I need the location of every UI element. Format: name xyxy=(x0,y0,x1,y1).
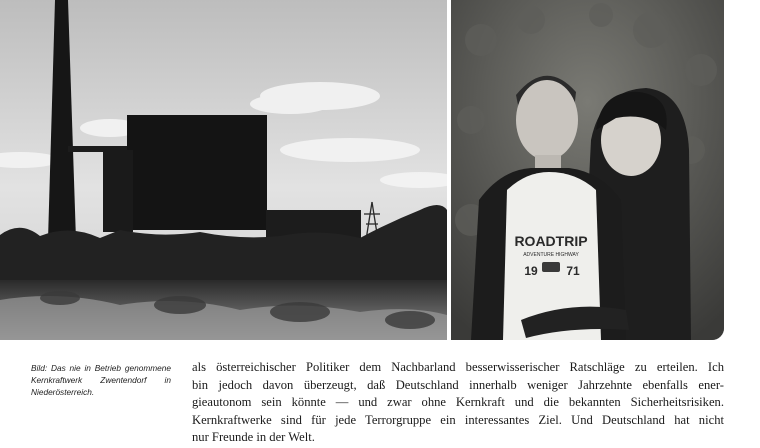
shirt-print-line2: ADVENTURE HIGHWAY xyxy=(523,252,579,258)
shirt-print-year-left: 19 xyxy=(524,264,538,278)
body-line: bin jedoch davon überzeugt, daß Deutschland innerhalb weniger Jahrzehnte ebenfalls ener- xyxy=(192,377,724,392)
body-paragraph xyxy=(192,359,724,447)
body-line: nur Freunde in der Welt. xyxy=(192,430,315,445)
body-line: als österreichischer Politiker dem Nachbarland besserwisserischer Ratschläge zu erteilen. Ich xyxy=(192,360,724,374)
nuclear-plant-illustration xyxy=(0,0,447,340)
tshirt-print xyxy=(514,233,587,278)
reactor-building xyxy=(127,115,267,230)
body-line: gieautonom sein könnte — und zwar ohne Kernkraft und die bekannten Sicherheitsrisiken. xyxy=(192,395,724,410)
photo-couple xyxy=(451,0,724,340)
figure-caption: Bild: Das nie in Betrieb genommene Kernkraftwerk Zwentendorf in Niederösterreich. xyxy=(31,363,171,397)
shirt-print-line1: ROADTRIP xyxy=(514,233,588,249)
man-face xyxy=(516,80,578,160)
body-line: Kernkraftwerke sind für jede Terrorgruppe ein interessantes Ziel. Und Deutschland hat nicht xyxy=(192,412,724,427)
photo-nuclear-plant xyxy=(0,0,447,340)
couple-illustration xyxy=(451,0,724,340)
shirt-print-year-right: 71 xyxy=(566,264,580,278)
